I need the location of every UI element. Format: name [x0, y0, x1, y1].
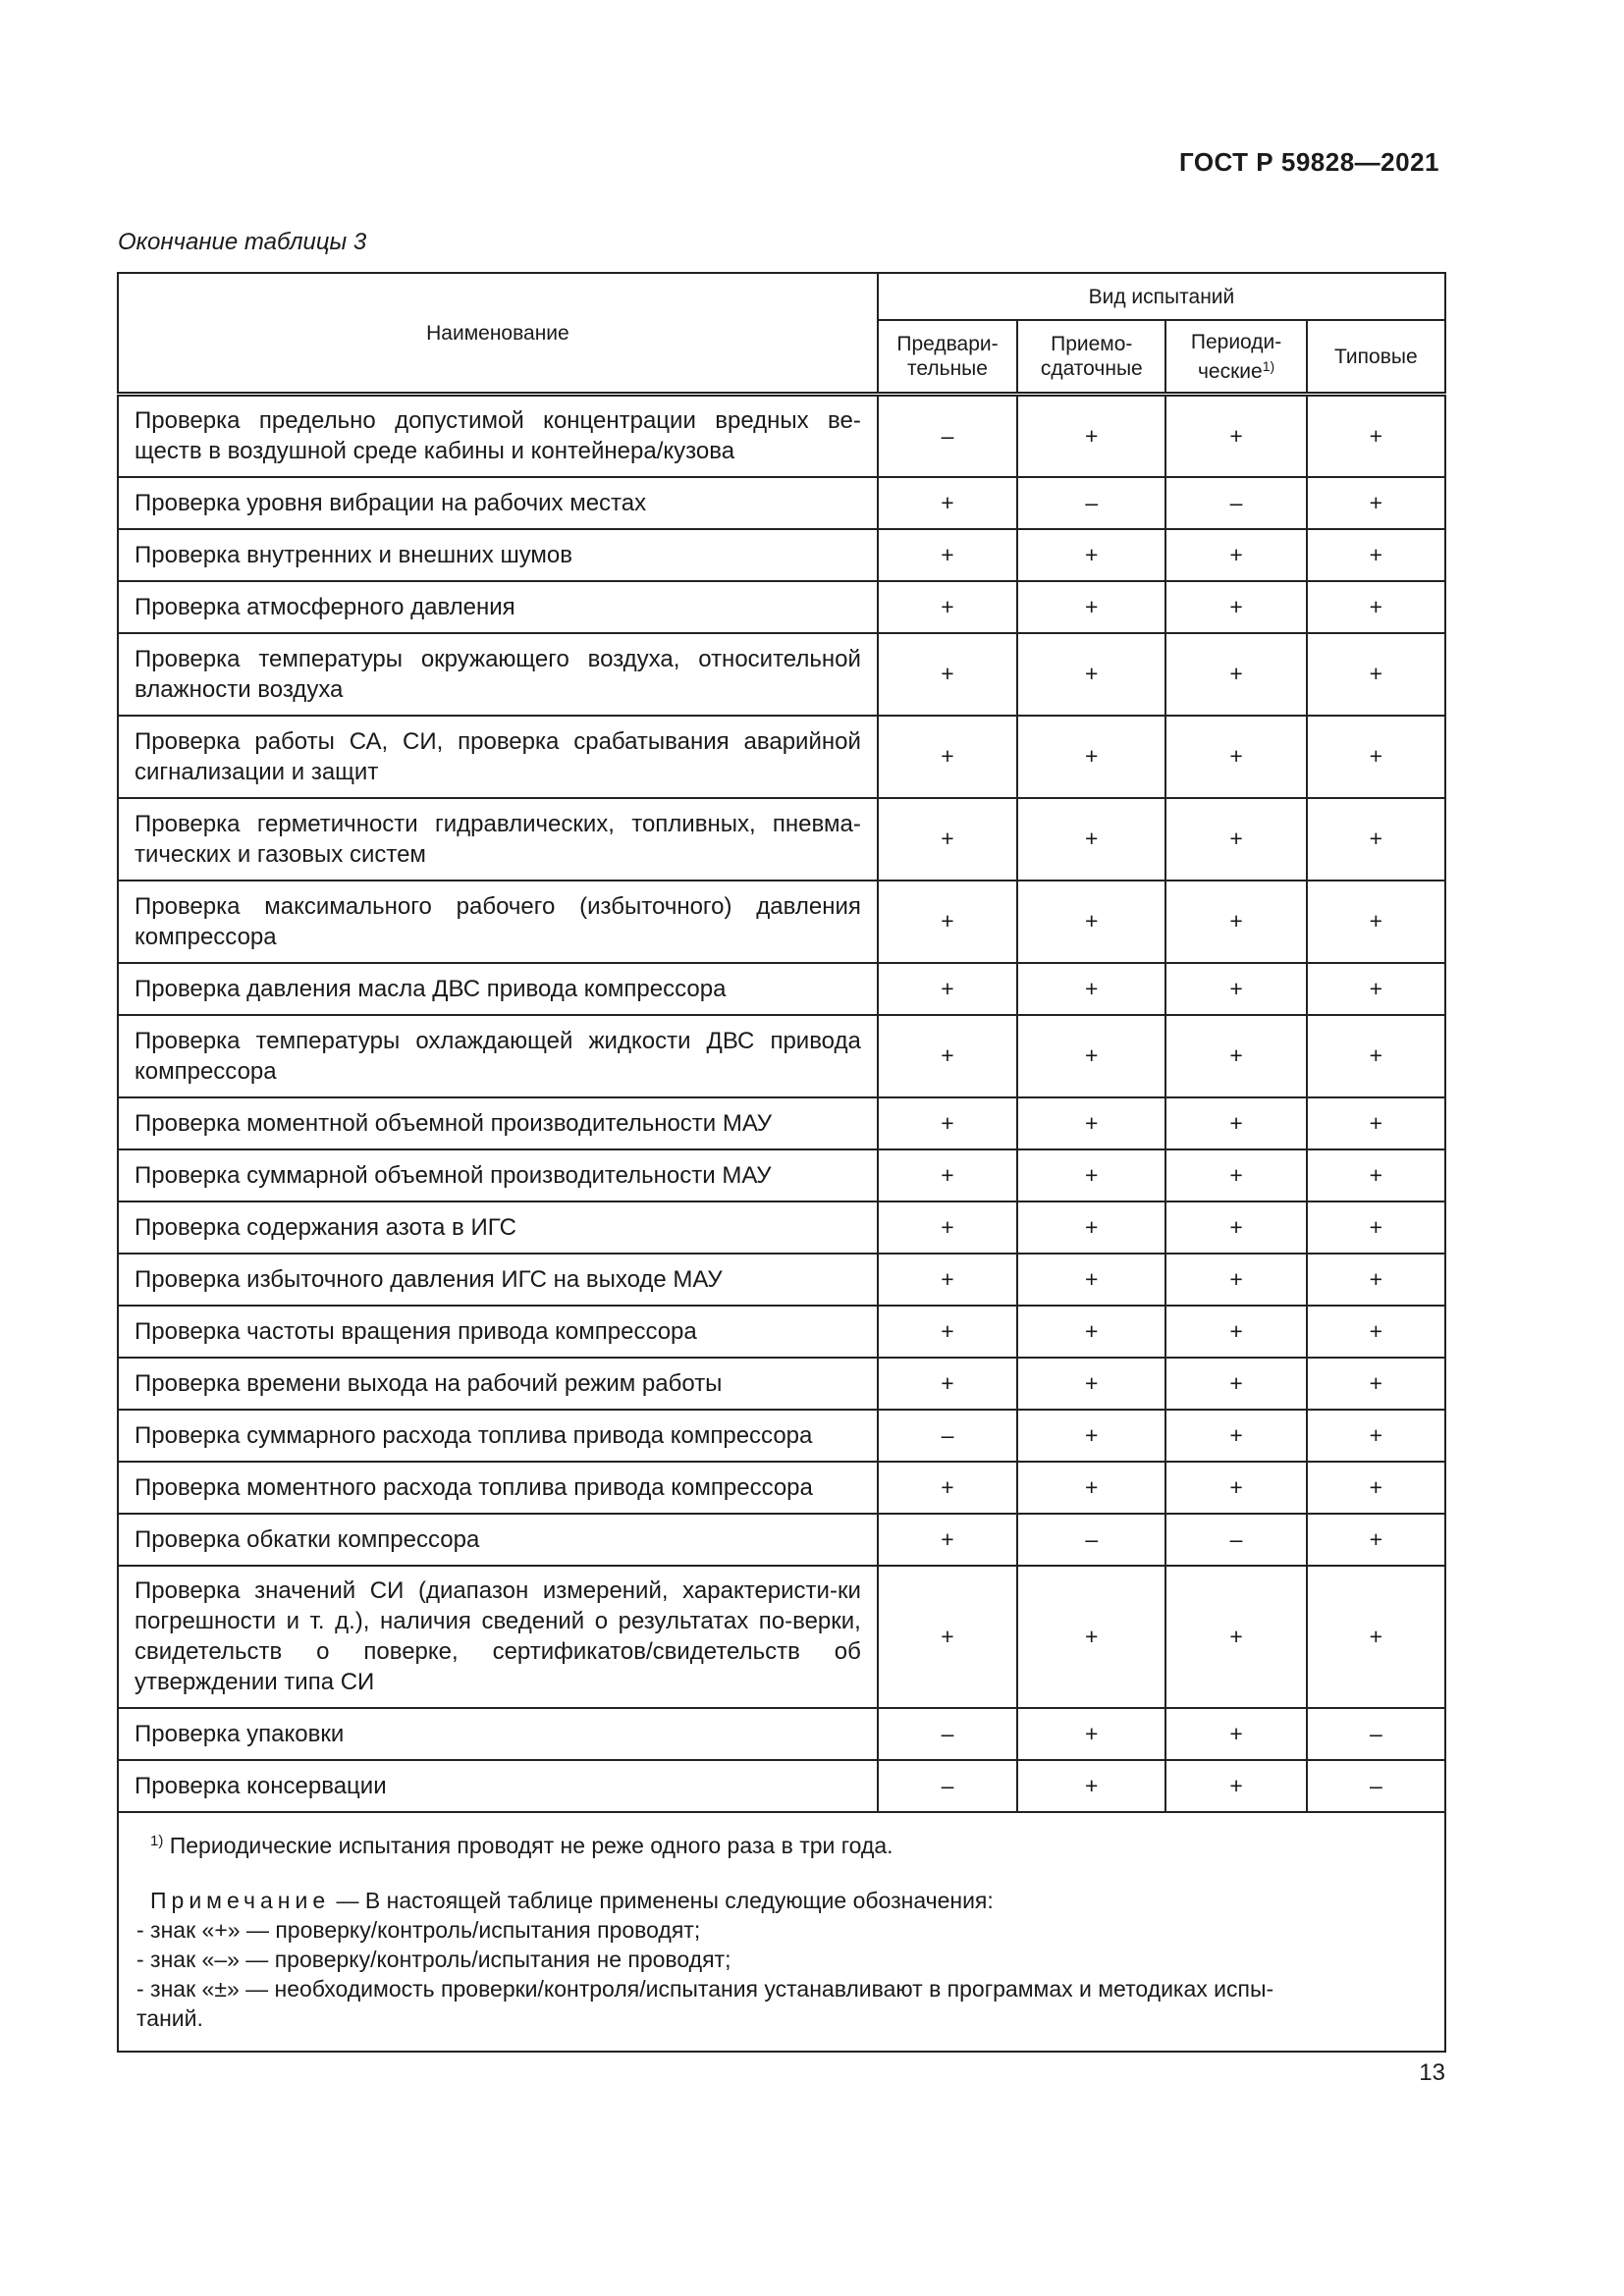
row-mark: +	[1165, 395, 1306, 477]
row-name: Проверка температуры окружающего воздуха, относительной влажности воздуха	[118, 633, 878, 716]
row-mark: –	[878, 1410, 1017, 1462]
row-name: Проверка максимального рабочего (избыточного) давления компрессора	[118, 881, 878, 963]
row-mark: +	[1307, 581, 1445, 633]
row-mark: +	[1017, 1410, 1165, 1462]
row-mark: –	[1017, 477, 1165, 529]
header-col-line1: Типовые	[1334, 345, 1418, 368]
row-mark: +	[878, 881, 1017, 963]
row-mark: +	[1017, 529, 1165, 581]
row-mark: –	[1165, 1514, 1306, 1566]
row-name: Проверка температуры охлаждающей жидкости ДВС привода компрессора	[118, 1015, 878, 1097]
row-name: Проверка суммарной объемной производительности МАУ	[118, 1149, 878, 1201]
header-col-footnote-mark: 1)	[1262, 357, 1275, 374]
row-mark: +	[1165, 798, 1306, 881]
table-row	[118, 1306, 1445, 1358]
table-row	[118, 1201, 1445, 1254]
row-mark: –	[878, 1760, 1017, 1812]
table-row	[118, 881, 1445, 963]
row-mark: +	[878, 1015, 1017, 1097]
row-mark: +	[1017, 1358, 1165, 1410]
row-mark: +	[1307, 963, 1445, 1015]
row-mark: +	[878, 1149, 1017, 1201]
note-intro: — В настоящей таблице применены следующие обозначения:	[336, 1887, 994, 1913]
row-name: Проверка обкатки компрессора	[118, 1514, 878, 1566]
row-mark: +	[1017, 798, 1165, 881]
row-mark: +	[1017, 1566, 1165, 1708]
note-item: - знак «±» — необходимость проверки/контроля/испытания устанавливают в программах и методиках испы-	[136, 1975, 1274, 2002]
row-mark: +	[1017, 581, 1165, 633]
header-col-line1: Периоди-	[1190, 330, 1282, 353]
note-item: - знак «–» — проверку/контроль/испытания не проводят;	[136, 1946, 731, 1972]
row-mark: +	[878, 798, 1017, 881]
row-mark: +	[1017, 1201, 1165, 1254]
row-mark: –	[1307, 1708, 1445, 1760]
row-mark: +	[878, 1097, 1017, 1149]
row-mark: –	[878, 395, 1017, 477]
row-mark: +	[1307, 633, 1445, 716]
table-row	[118, 1514, 1445, 1566]
row-mark: +	[878, 1462, 1017, 1514]
row-mark: +	[1017, 633, 1165, 716]
row-mark: +	[1017, 1708, 1165, 1760]
row-mark: +	[1017, 1015, 1165, 1097]
page-number: 13	[1419, 2059, 1445, 2086]
header-name: Наименование	[118, 273, 878, 395]
document-code: ГОСТ Р 59828—2021	[1178, 147, 1439, 177]
row-mark: +	[1165, 1760, 1306, 1812]
row-mark: +	[1017, 1462, 1165, 1514]
table-row	[118, 1462, 1445, 1514]
row-name: Проверка атмосферного давления	[118, 581, 878, 633]
table-row	[118, 1097, 1445, 1149]
table-row	[118, 798, 1445, 881]
header-col-0	[878, 320, 1017, 395]
row-mark: +	[878, 633, 1017, 716]
row-mark: +	[1307, 1358, 1445, 1410]
row-mark: +	[1165, 581, 1306, 633]
row-mark: +	[1307, 1254, 1445, 1306]
row-name: Проверка значений СИ (диапазон измерений, характеристи-ки погрешности и т. д.), наличия сведений о результатах по-верки, свидетельств о поверке, сертификатов/свидетельств об утверждении типа СИ	[118, 1566, 878, 1708]
table-row	[118, 963, 1445, 1015]
row-name: Проверка давления масла ДВС привода компрессора	[118, 963, 878, 1015]
row-mark: +	[1165, 716, 1306, 798]
header-col-line2: ческие	[1197, 359, 1263, 383]
row-mark: +	[1017, 395, 1165, 477]
note-item: - знак «+» — проверку/контроль/испытания проводят;	[136, 1916, 701, 1943]
row-mark: +	[1165, 881, 1306, 963]
table-row	[118, 581, 1445, 633]
row-mark: +	[1165, 1566, 1306, 1708]
row-mark: –	[878, 1708, 1017, 1760]
row-mark: +	[1307, 529, 1445, 581]
row-mark: +	[1017, 1149, 1165, 1201]
row-name: Проверка консервации	[118, 1760, 878, 1812]
row-mark: +	[1165, 1201, 1306, 1254]
table-row	[118, 529, 1445, 581]
row-mark: –	[1165, 477, 1306, 529]
row-mark: +	[1165, 1462, 1306, 1514]
header-col-line2: сдаточные	[1040, 357, 1143, 380]
row-mark: +	[1165, 529, 1306, 581]
row-mark: +	[878, 1306, 1017, 1358]
footnote-mark: 1)	[150, 1832, 164, 1849]
table-row	[118, 395, 1445, 477]
row-mark: +	[1017, 963, 1165, 1015]
row-name: Проверка моментного расхода топлива привода компрессора	[118, 1462, 878, 1514]
row-name: Проверка содержания азота в ИГС	[118, 1201, 878, 1254]
row-mark: +	[1307, 798, 1445, 881]
header-col-1	[1017, 320, 1165, 395]
row-mark: +	[1165, 1097, 1306, 1149]
header-col-3	[1307, 320, 1445, 395]
row-mark: +	[1017, 881, 1165, 963]
row-name: Проверка суммарного расхода топлива привода компрессора	[118, 1410, 878, 1462]
row-mark: +	[878, 477, 1017, 529]
row-mark: +	[1307, 1149, 1445, 1201]
row-name: Проверка внутренних и внешних шумов	[118, 529, 878, 581]
footnote	[150, 1827, 1429, 1860]
table-notes	[118, 1812, 1445, 2052]
row-name: Проверка герметичности гидравлических, топливных, пневма-тических и газовых систем	[118, 798, 878, 881]
header-col-line1: Приемо-	[1051, 333, 1133, 355]
row-mark: +	[1307, 395, 1445, 477]
row-mark: +	[1165, 1254, 1306, 1306]
row-name: Проверка работы СА, СИ, проверка срабатывания аварийной сигнализации и защит	[118, 716, 878, 798]
table-caption: Окончание таблицы 3	[118, 229, 367, 255]
table-row	[118, 1566, 1445, 1708]
row-mark: +	[1017, 1760, 1165, 1812]
table-row	[118, 1760, 1445, 1812]
table-row	[118, 633, 1445, 716]
table-row	[118, 477, 1445, 529]
row-mark: +	[878, 1358, 1017, 1410]
row-mark: +	[1165, 1358, 1306, 1410]
row-name: Проверка частоты вращения привода компрессора	[118, 1306, 878, 1358]
table-row	[118, 1149, 1445, 1201]
footnote-text: Периодические испытания проводят не реже одного раза в три года.	[169, 1832, 893, 1858]
row-mark: +	[1165, 963, 1306, 1015]
row-mark: +	[878, 1201, 1017, 1254]
tests-table	[117, 272, 1446, 2053]
row-mark: +	[878, 963, 1017, 1015]
row-mark: +	[1307, 1462, 1445, 1514]
row-mark: –	[1307, 1760, 1445, 1812]
note-items	[136, 1915, 1429, 2033]
row-mark: +	[1165, 633, 1306, 716]
header-col-line1: Предвари-	[896, 333, 999, 355]
header-col-2	[1165, 320, 1306, 395]
table-row	[118, 716, 1445, 798]
row-mark: +	[878, 581, 1017, 633]
note-tail: таний.	[136, 2004, 203, 2031]
row-mark: +	[1017, 1254, 1165, 1306]
row-mark: +	[1307, 1201, 1445, 1254]
note-label: Примечание	[150, 1887, 331, 1913]
row-mark: +	[1017, 716, 1165, 798]
row-name: Проверка моментной объемной производительности МАУ	[118, 1097, 878, 1149]
row-mark: +	[1307, 1514, 1445, 1566]
table-row	[118, 1254, 1445, 1306]
row-mark: +	[878, 1254, 1017, 1306]
header-test-type: Вид испытаний	[878, 273, 1445, 320]
row-mark: +	[1165, 1015, 1306, 1097]
row-name: Проверка предельно допустимой концентрации вредных ве-ществ в воздушной среде кабины и контейнера/кузова	[118, 395, 878, 477]
row-mark: +	[878, 1514, 1017, 1566]
row-mark: +	[1307, 477, 1445, 529]
row-name: Проверка избыточного давления ИГС на выходе МАУ	[118, 1254, 878, 1306]
note-heading	[150, 1886, 1429, 1915]
row-mark: +	[1307, 1015, 1445, 1097]
row-mark: +	[878, 1566, 1017, 1708]
row-mark: +	[878, 716, 1017, 798]
row-mark: +	[1307, 716, 1445, 798]
table-row	[118, 1015, 1445, 1097]
row-mark: +	[878, 529, 1017, 581]
row-mark: +	[1307, 1306, 1445, 1358]
row-name: Проверка уровня вибрации на рабочих местах	[118, 477, 878, 529]
row-mark: +	[1307, 1410, 1445, 1462]
table-row	[118, 1358, 1445, 1410]
row-mark: +	[1307, 881, 1445, 963]
row-mark: +	[1017, 1306, 1165, 1358]
header-col-line2: тельные	[907, 357, 988, 380]
row-mark: –	[1017, 1514, 1165, 1566]
table-row	[118, 1410, 1445, 1462]
row-mark: +	[1017, 1097, 1165, 1149]
row-mark: +	[1165, 1708, 1306, 1760]
row-name: Проверка упаковки	[118, 1708, 878, 1760]
row-mark: +	[1165, 1410, 1306, 1462]
row-mark: +	[1307, 1097, 1445, 1149]
row-mark: +	[1307, 1566, 1445, 1708]
row-mark: +	[1165, 1149, 1306, 1201]
table-row	[118, 1708, 1445, 1760]
row-mark: +	[1165, 1306, 1306, 1358]
row-name: Проверка времени выхода на рабочий режим работы	[118, 1358, 878, 1410]
